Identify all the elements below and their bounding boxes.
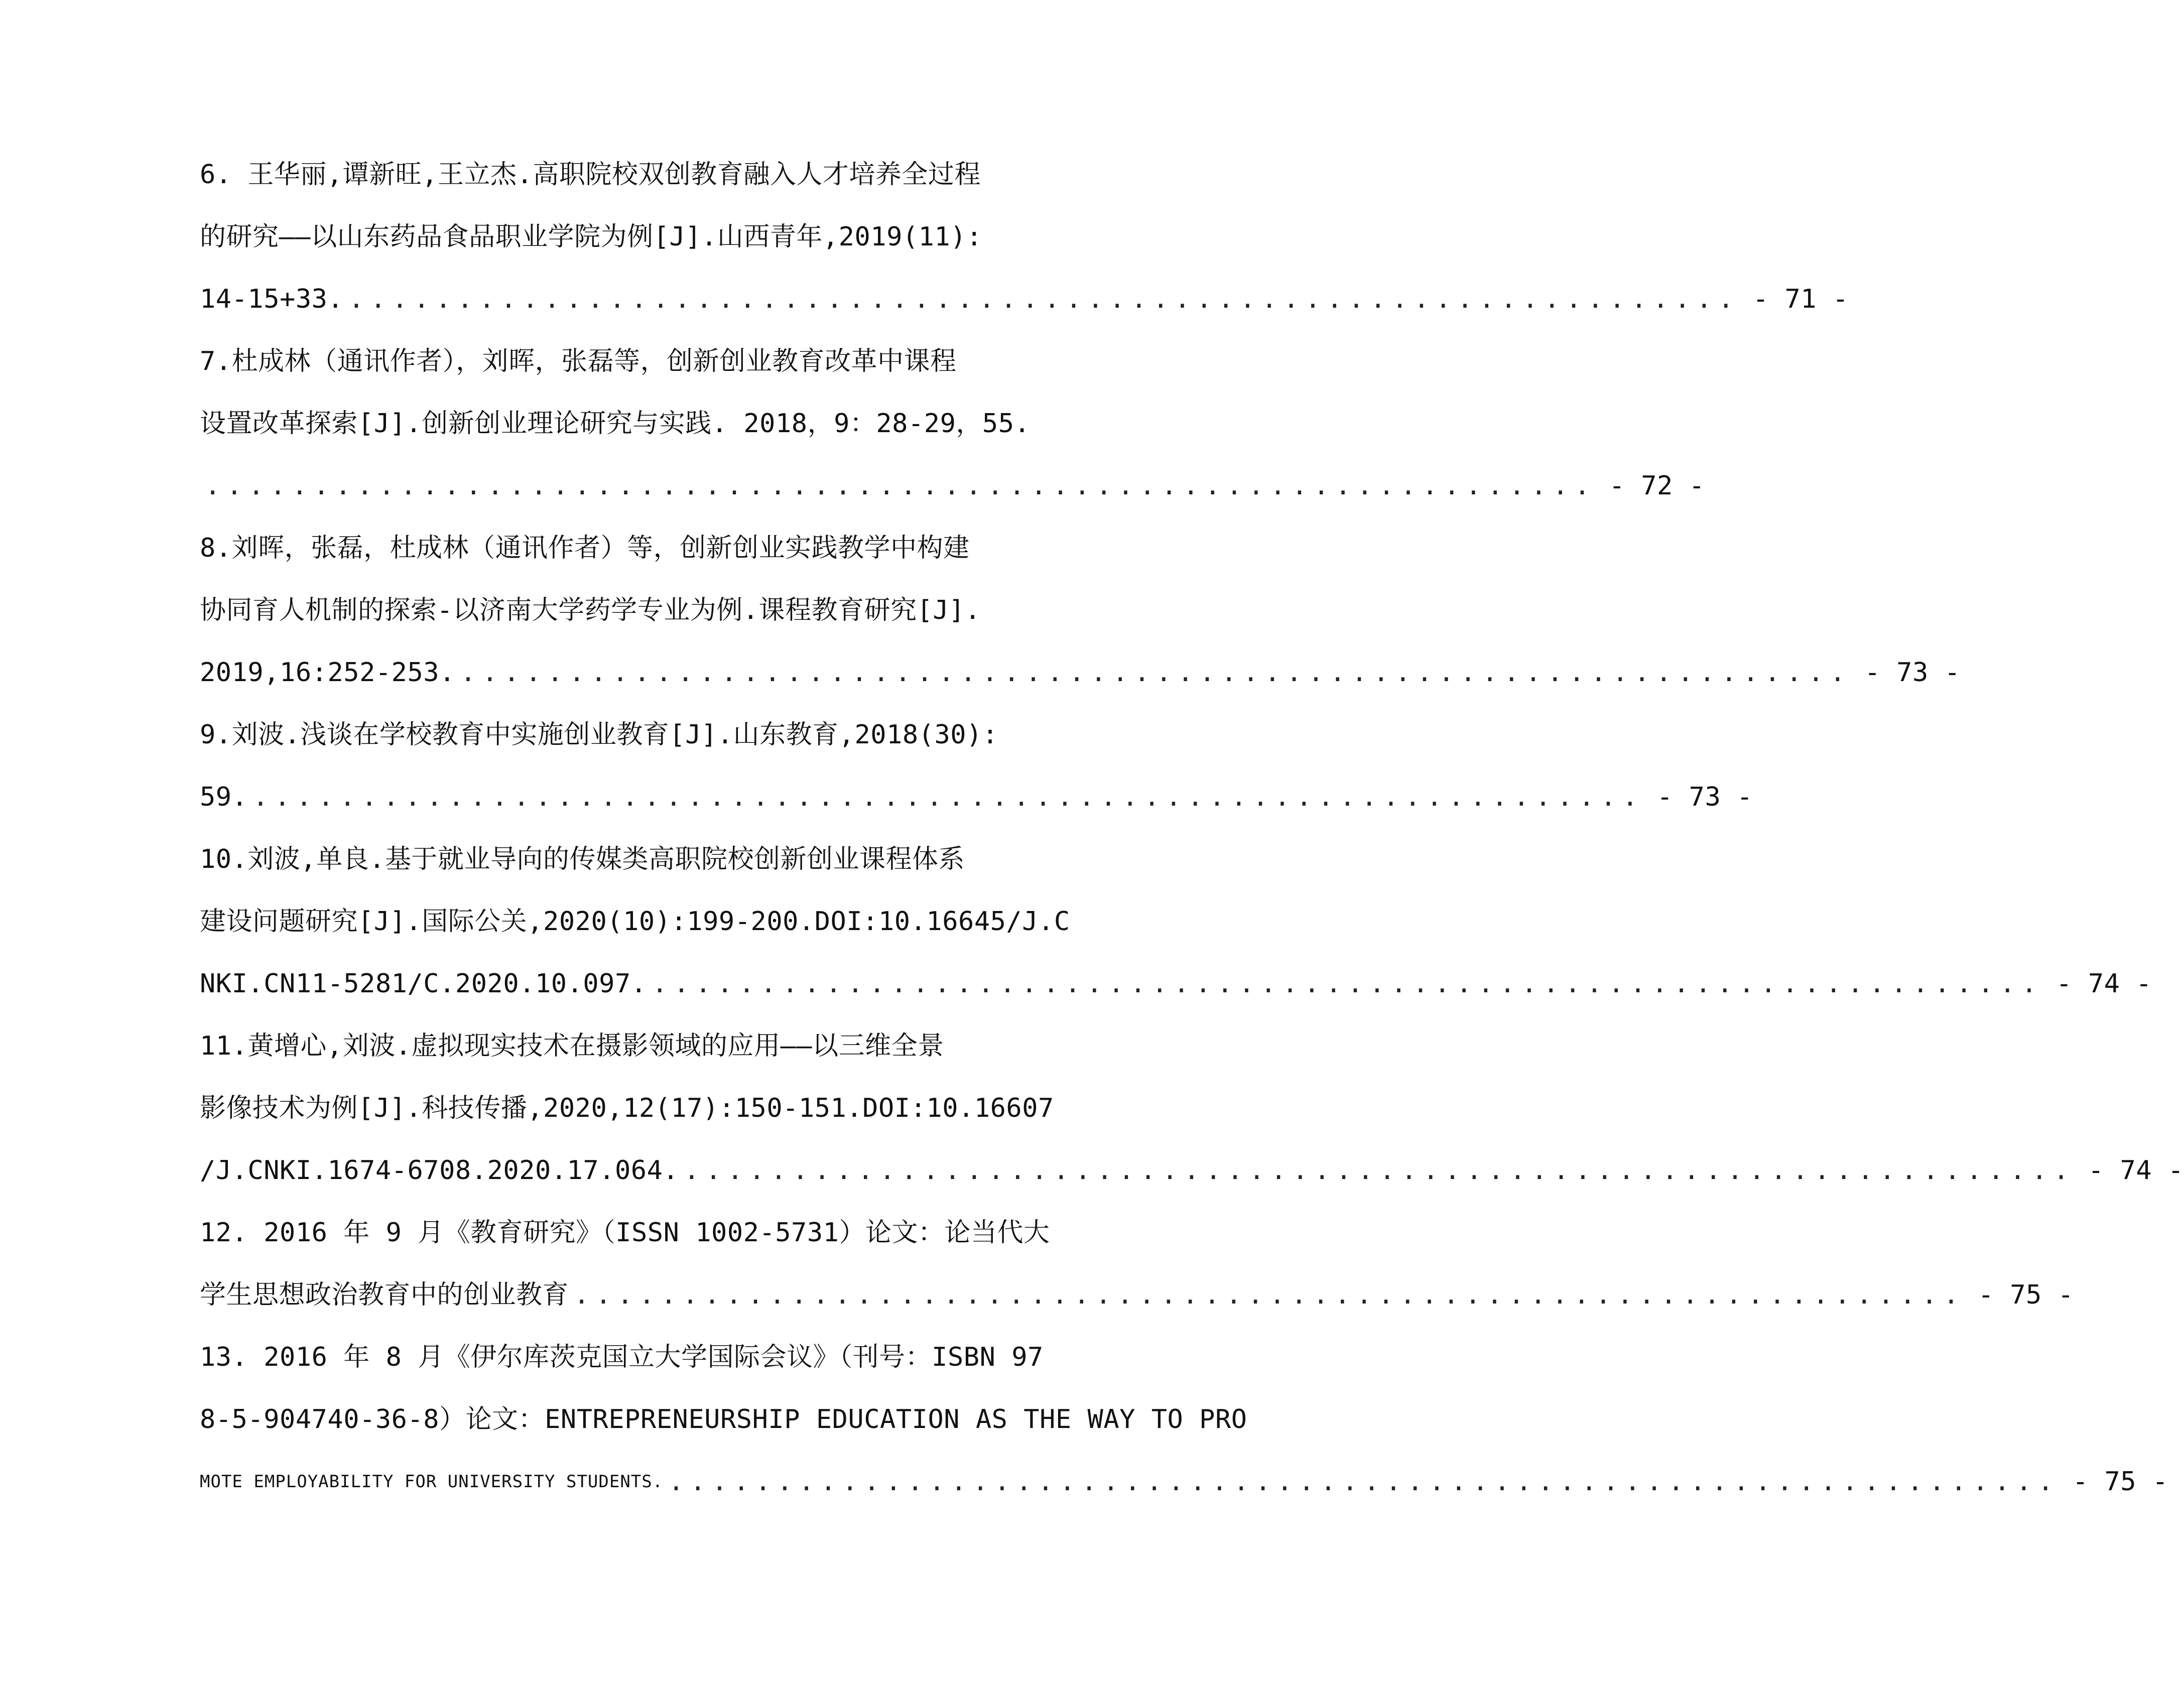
reference-6-line-1: 6. 王华丽,谭新旺,王立杰.高职院校双创教育融入人才培养全过程 bbox=[200, 160, 981, 190]
dot-leader: ................................................................ bbox=[205, 471, 1596, 501]
page-number: - 73 - bbox=[1657, 782, 1753, 812]
reference-8-line-2: 协同育人机制的探索-以济南大学药学专业为例.课程教育研究[J]. bbox=[200, 595, 981, 625]
reference-11-line-1: 11.黄增心,刘波.虚拟现实技术在摄影领域的应用——以三维全景 bbox=[200, 1031, 944, 1061]
reference-10-line-3: NKI.CN11-5281/C.2020.10.097. ................................................................ - 74 - bbox=[200, 953, 1009, 1015]
reference-10-line-2: 建设问题研究[J].国际公关,2020(10):199-200.DOI:10.16645/J.C bbox=[200, 906, 1070, 937]
dot-leader: ................................................................ bbox=[668, 1467, 2060, 1497]
reference-10-line-1: 10.刘波,单良.基于就业导向的传媒类高职院校创新创业课程体系 bbox=[200, 844, 965, 874]
page-number: - 74 - bbox=[2088, 1155, 2184, 1186]
reference-8-line-1: 8.刘晖，张磊，杜成林（通讯作者）等，创新创业实践教学中构建 bbox=[200, 533, 970, 563]
dot-leader: ................................................................ bbox=[652, 969, 2043, 999]
reference-13-line-1: 13. 2016 年 8 月《伊尔库茨克国立大学国际会议》（刊号：ISBN 97 bbox=[200, 1342, 1044, 1372]
reference-13-line-2: 8-5-904740-36-8）论文：ENTREPRENEURSHIP EDUCATION AS THE WAY TO PRO bbox=[200, 1404, 1247, 1435]
page-number: - 72 - bbox=[1609, 471, 1705, 501]
reference-6-line-3: 14-15+33. ................................................................ - 71 - bbox=[200, 268, 1009, 330]
page-number: - 71 - bbox=[1752, 284, 1849, 314]
reference-6-line-2: 的研究——以山东药品食品职业学院为例[J].山西青年,2019(11): bbox=[200, 222, 982, 252]
page-number: - 75 - bbox=[2072, 1467, 2168, 1497]
page-number: - 75 - bbox=[1978, 1280, 2074, 1310]
reference-12-line-2: 学生思想政治教育中的创业教育 ................................................................ - 75 - bbox=[200, 1264, 1009, 1326]
page-number: - 73 - bbox=[1864, 658, 1961, 688]
reference-9-line-2: 59. ................................................................ - 73 - bbox=[200, 766, 1009, 828]
dot-leader: ................................................................ bbox=[684, 1155, 2075, 1186]
reference-9-line-1: 9.刘波.浅谈在学校教育中实施创业教育[J].山东教育,2018(30): bbox=[200, 720, 998, 750]
dot-leader: ................................................................ bbox=[252, 782, 1644, 812]
reference-7-line-3 bbox=[200, 455, 1705, 517]
dot-leader: ................................................................ bbox=[574, 1280, 1965, 1310]
reference-7-line-2: 设置改革探索[J].创新创业理论研究与实践. 2018，9：28-29，55. bbox=[200, 409, 1031, 439]
dot-leader: ................................................................ bbox=[460, 658, 1852, 688]
reference-7-line-1: 7.杜成林（通讯作者），刘晖，张磊等，创新创业教育改革中课程 bbox=[200, 346, 957, 376]
dot-leader: ................................................................ bbox=[348, 284, 1740, 314]
page-number: - 74 - bbox=[2056, 969, 2152, 999]
reference-11-line-3: /J.CNKI.1674-6708.2020.17.064. ................................................................ - 74 - bbox=[200, 1139, 1009, 1202]
reference-12-line-1: 12. 2016 年 9 月《教育研究》（ISSN 1002-5731）论文：论当代大 bbox=[200, 1218, 1050, 1248]
reference-11-line-2: 影像技术为例[J].科技传播,2020,12(17):150-151.DOI:10.16607 bbox=[200, 1093, 1054, 1123]
reference-13-line-3: MOTE EMPLOYABILITY FOR UNIVERSITY STUDENTS. ................................................................ - 75 - bbox=[200, 1451, 1009, 1513]
reference-8-line-3: 2019,16:252-253. ................................................................ - 73 - bbox=[200, 641, 1009, 704]
